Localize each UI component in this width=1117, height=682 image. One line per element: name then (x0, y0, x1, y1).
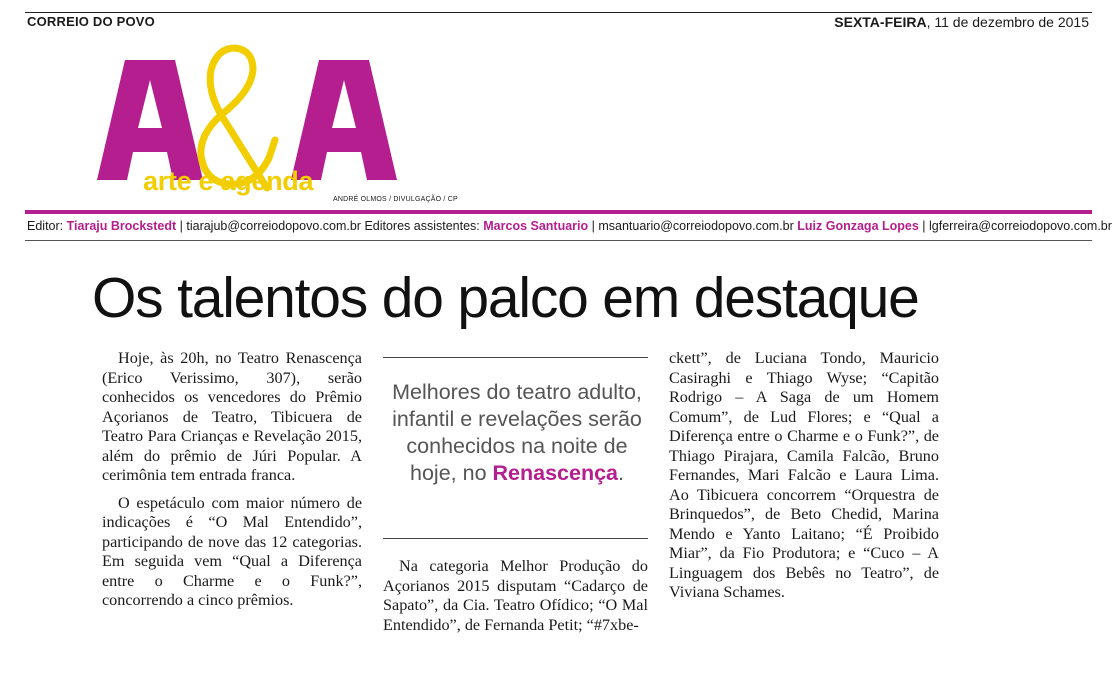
column-1-paragraph-2: O espetáculo com maior número de indicações é “O Mal Entendido”, participando de nove das 12 categorias. Em seguida vem “Qual a Diferença entre o Charme e o Funk?”, concorrendo a cinco prêmios. (102, 493, 362, 609)
pullquote (392, 379, 642, 487)
article-column-2 (383, 557, 648, 635)
editor-label: Editor: (27, 219, 64, 233)
editors-line (27, 219, 1112, 233)
assistant-2-email: | lgferreira@correiodopovo.com.br (922, 219, 1112, 233)
article-column-1 (102, 349, 362, 611)
logo-left-a (97, 60, 203, 180)
pullquote-top-rule (383, 357, 648, 358)
assistants-label: Editores assistentes: (364, 219, 480, 233)
weekday: SEXTA-FEIRA (834, 14, 927, 30)
assistant-1-name: Marcos Santuario (483, 219, 589, 233)
pullquote-text: Melhores do teatro adulto, infantil e revelações serão conhecidos na noite de hoje, no (392, 380, 642, 485)
pullquote-bottom-rule (383, 538, 648, 539)
section-bar (25, 210, 1092, 214)
column-1-paragraph-1: Hoje, às 20h, no Teatro Renascença (Erico Verissimo, 307), serão conhecidos os vencedores do Prêmio Açorianos de Teatro, Tibicuera de Teatro Para Crianças e Revelação 2015, além do prêmio de Júri Popular. A cerimônia tem entrada franca. (102, 349, 362, 484)
editor-email: | tiarajub@correiodopovo.com.br (179, 219, 361, 233)
assistant-2-name: Luiz Gonzaga Lopes (797, 219, 919, 233)
newspaper-name: CORREIO DO POVO (27, 14, 155, 29)
editor-name: Tiaraju Brockstedt (66, 219, 177, 233)
date-text: , 11 de dezembro de 2015 (926, 14, 1089, 30)
article-headline: Os talentos do palco em destaque (92, 266, 919, 330)
photo-credit: ANDRÉ OLMOS / DIVULGAÇÃO / CP (333, 196, 458, 203)
article-column-3 (669, 349, 939, 603)
section-subtitle: arte e agenda (143, 166, 314, 196)
top-rule (25, 12, 1092, 13)
logo-right-a (291, 60, 397, 180)
column-3-paragraph-1: ckett”, de Luciana Tondo, Mauricio Casiraghi e Thiago Wyse; “Capitão Rodrigo – A Saga de um Homem Comum”, de Lud Flores; e “Qual a Diferença entre o Charme e o Funk?”, de Thiago Pirajara, Camila Falcão, Bruno Fernandes, Mari Falcão e Laura Lima. Ao Tibicuera concorrem “Orquestra de Brinquedos”, de Beto Chedid, Marina Mendo e Yanto Laitano; “É Proibido Miar”, da Fio Produtora; e “Cuco – A Linguagem dos Bebês no Teatro”, de Viviana Schames. (669, 349, 939, 601)
assistant-1-email: | msantuario@correiodopovo.com.br (591, 219, 794, 233)
issue-date (834, 14, 1089, 30)
column-2-paragraph-1: Na categoria Melhor Produção do Açorianos 2015 disputam “Cadarço de Sapato”, da Cia. Teatro Ofídico; “O Mal Entendido”, de Fernanda Petit; “#7xbe- (383, 557, 648, 634)
pullquote-highlight: Renascença (492, 461, 618, 485)
pullquote-end: . (618, 461, 624, 485)
editors-rule (25, 240, 1092, 241)
